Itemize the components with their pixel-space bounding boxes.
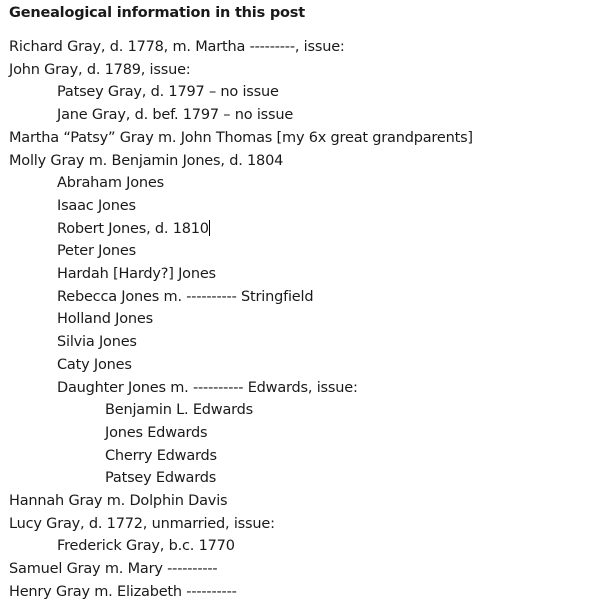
text-line[interactable] bbox=[9, 558, 605, 581]
line-text: Patsey Edwards bbox=[105, 470, 217, 487]
text-line[interactable] bbox=[9, 331, 605, 354]
text-line[interactable] bbox=[9, 581, 605, 604]
line-text: Silvia Jones bbox=[57, 334, 137, 351]
text-cursor bbox=[209, 220, 210, 236]
text-line[interactable] bbox=[9, 513, 605, 536]
text-line[interactable] bbox=[9, 535, 605, 558]
line-text: Lucy Gray, d. 1772, unmarried, issue: bbox=[9, 515, 275, 532]
text-line[interactable] bbox=[9, 127, 605, 150]
line-text: Abraham Jones bbox=[57, 175, 164, 192]
text-line[interactable] bbox=[9, 308, 605, 331]
line-text: Benjamin L. Edwards bbox=[105, 402, 253, 419]
text-line[interactable] bbox=[9, 59, 605, 82]
text-line[interactable] bbox=[9, 36, 605, 59]
text-line[interactable] bbox=[9, 218, 605, 241]
line-text: Martha “Patsy” Gray m. John Thomas [my 6x great grandparents] bbox=[9, 129, 473, 146]
line-text: Samuel Gray m. Mary ---------- bbox=[9, 561, 218, 578]
line-text: Robert Jones, d. 1810 bbox=[57, 220, 209, 237]
document-title: Genealogical information in this post bbox=[9, 5, 305, 21]
line-text: John Gray, d. 1789, issue: bbox=[9, 61, 191, 78]
line-text: Henry Gray m. Elizabeth ---------- bbox=[9, 583, 237, 600]
line-text: Patsey Gray, d. 1797 – no issue bbox=[57, 84, 279, 101]
line-text: Molly Gray m. Benjamin Jones, d. 1804 bbox=[9, 152, 284, 169]
line-text: Isaac Jones bbox=[57, 197, 136, 214]
line-text: Jones Edwards bbox=[105, 424, 208, 441]
text-line[interactable] bbox=[9, 172, 605, 195]
text-line[interactable] bbox=[9, 354, 605, 377]
text-line[interactable] bbox=[9, 240, 605, 263]
text-line[interactable] bbox=[9, 445, 605, 468]
text-line[interactable] bbox=[9, 104, 605, 127]
text-line[interactable] bbox=[9, 150, 605, 173]
text-line[interactable] bbox=[9, 467, 605, 490]
line-text: Rebecca Jones m. ---------- Stringfield bbox=[57, 288, 314, 305]
text-line[interactable] bbox=[9, 195, 605, 218]
text-line[interactable] bbox=[9, 263, 605, 286]
line-text: Hardah [Hardy?] Jones bbox=[57, 266, 216, 283]
genealogy-list[interactable] bbox=[9, 36, 605, 604]
text-line[interactable] bbox=[9, 490, 605, 513]
text-line[interactable] bbox=[9, 399, 605, 422]
text-line[interactable] bbox=[9, 286, 605, 309]
line-text: Peter Jones bbox=[57, 243, 136, 260]
line-text: Richard Gray, d. 1778, m. Martha ---------, issue: bbox=[9, 39, 345, 55]
line-text: Holland Jones bbox=[57, 311, 153, 328]
text-line[interactable] bbox=[9, 81, 605, 104]
line-text: Cherry Edwards bbox=[105, 447, 217, 464]
line-text: Caty Jones bbox=[57, 356, 132, 373]
line-text: Daughter Jones m. ---------- Edwards, issue: bbox=[57, 379, 358, 396]
text-line[interactable] bbox=[9, 377, 605, 400]
line-text: Frederick Gray, b.c. 1770 bbox=[57, 538, 235, 555]
text-line[interactable] bbox=[9, 422, 605, 445]
line-text: Jane Gray, d. bef. 1797 – no issue bbox=[57, 107, 294, 124]
line-text: Hannah Gray m. Dolphin Davis bbox=[9, 493, 228, 510]
